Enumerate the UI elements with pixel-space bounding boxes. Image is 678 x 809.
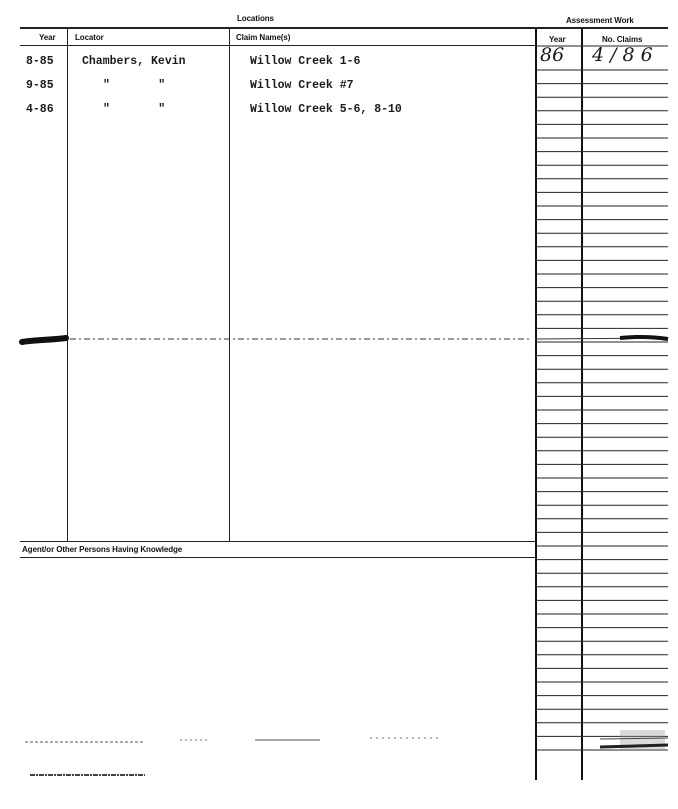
row-3-locator: " " [103,103,166,116]
row-2-claim: Willow Creek #7 [250,79,354,92]
row-1-claim: Willow Creek 1-6 [250,55,361,68]
col-header-aw-year: Year [549,35,566,44]
row-2-locator: " " [103,79,166,92]
scan-artifacts [0,725,678,795]
row-3-year: 4-86 [26,103,54,116]
assessment-ruled-lines [535,0,670,760]
row-3-claim: Willow Creek 5-6, 8-10 [250,103,402,116]
col-header-locator: Locator [75,33,104,42]
col-header-aw-no-claims: No. Claims [602,35,643,44]
divider-year-locator [67,28,68,541]
divider-locator-claim [229,28,230,541]
table-bottom-rule [20,541,536,542]
row-1-locator: Chambers, Kevin [82,55,186,68]
agent-section-label: Agent/or Other Persons Having Knowledge [22,545,183,554]
assessment-year-handwritten: 86 [540,44,565,66]
col-header-claim-names: Claim Name(s) [236,33,291,42]
assessment-work-heading: Assessment Work [566,16,634,25]
assessment-no-claims-handwritten: 4/86 [592,44,659,66]
row-2-year: 9-85 [26,79,54,92]
agent-section-rule [20,557,536,558]
header-rule [20,45,536,46]
locations-heading: Locations [237,14,274,23]
col-header-year: Year [39,33,56,42]
row-1-year: 8-85 [26,55,54,68]
